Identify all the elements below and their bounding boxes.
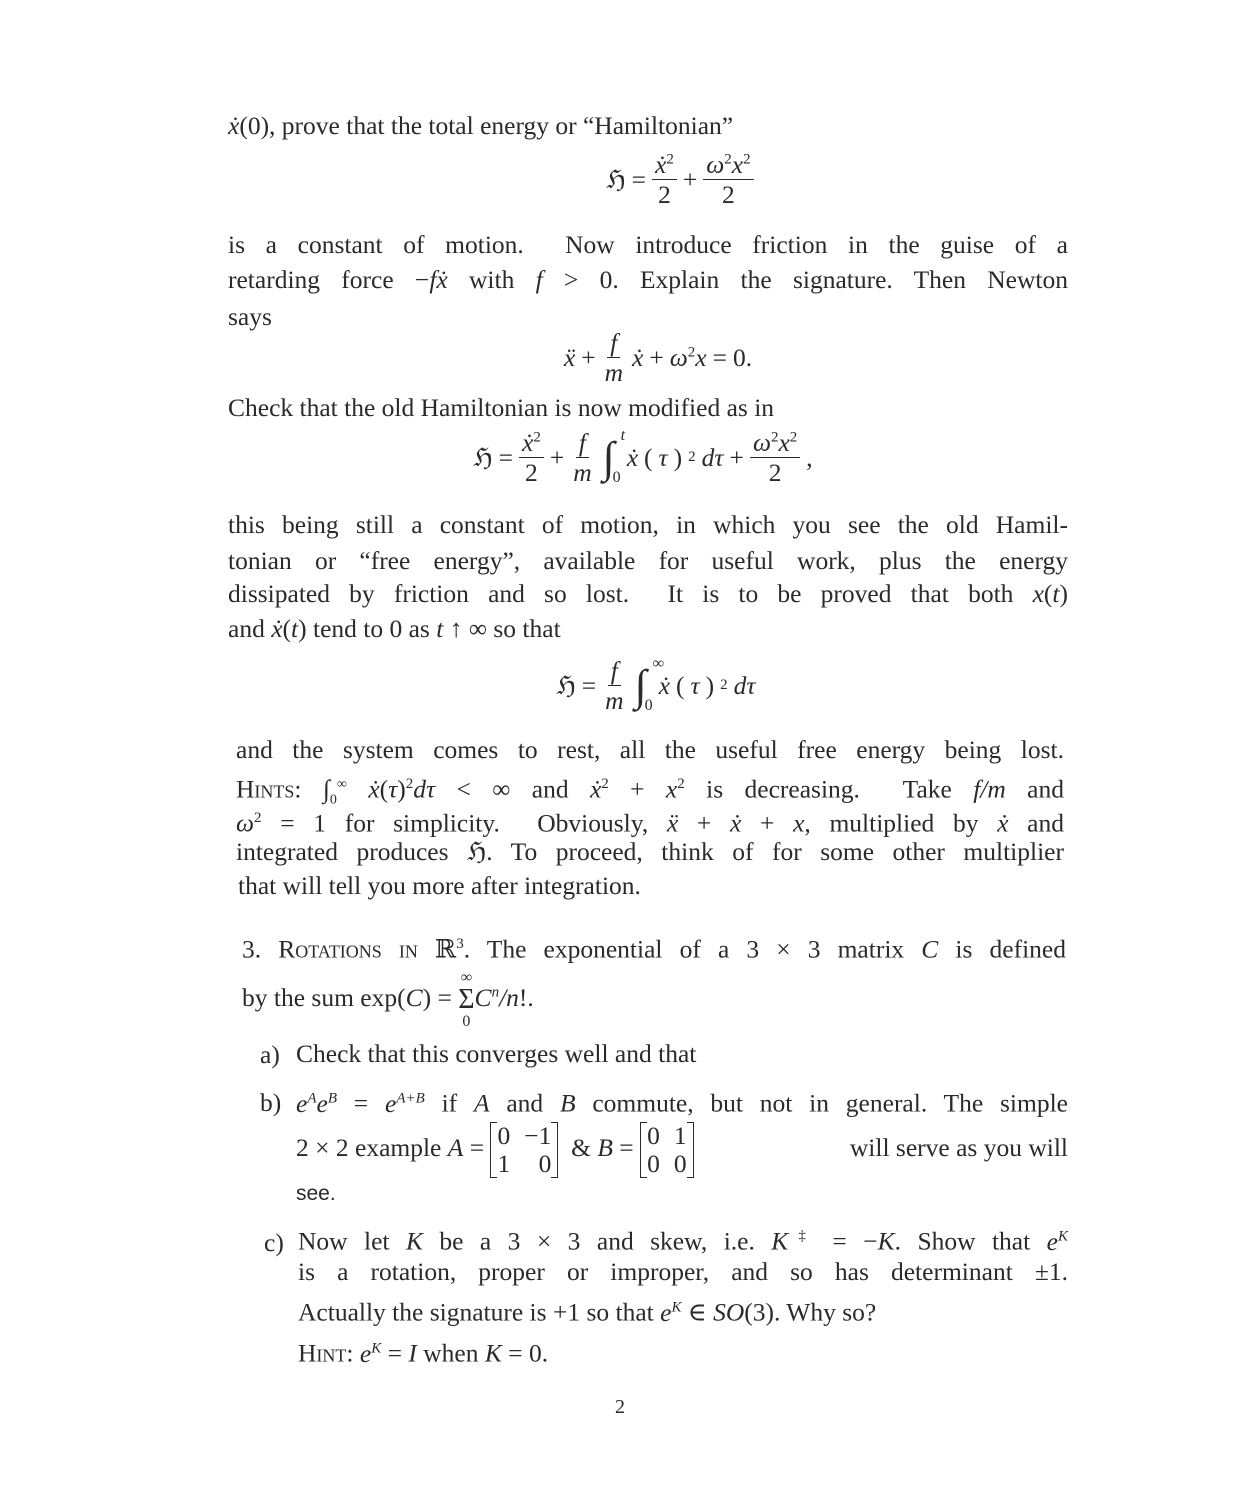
paragraph-line: tonian or “free energy”, available for useful work, plus the energy (228, 546, 1068, 575)
page-number: 2 (615, 1396, 625, 1418)
equation-dissipated-energy: ℌ = $\frac{f}{m}$ ∫ ∞ 0 ẋ ( τ ) 2 dτ (556, 654, 756, 716)
paragraph-line: says (228, 302, 272, 331)
item-label-c: c) (264, 1228, 284, 1257)
item-c-line1: Now let K be a 3 × 3 and skew, i.e. K‡ = −K. Show that $e^K$ (298, 1226, 1068, 1256)
item-b-line1: $e^Ae^B = e^{A+B}$ if A and B commute, but not in general. The simple (296, 1088, 1068, 1118)
equation-modified-hamiltonian: ℌ = $\frac{ẋ^2}{2}$ + $\frac{f}{m}$ ∫ t 0 ẋ ( τ ) 2 dτ + $\frac{\omega^2x^2}{2}$ , (473, 426, 813, 488)
item-a-text: Check that this converges well and that (296, 1039, 697, 1068)
item-b-line3: see. (296, 1182, 336, 1205)
item-label-b: b) (260, 1088, 282, 1117)
paragraph-line: is a constant of motion. Now introduce friction in the guise of a (228, 230, 1068, 259)
paragraph-line: retarding force −fẋ with f > 0. Explain the signature. Then Newton (228, 265, 1068, 294)
paragraph-line: that will tell you more after integration. (238, 871, 641, 900)
paragraph-line: $\omega^2 = 1$ for simplicity. Obviously, ẍ + ẋ + x, multiplied by ẋ and (236, 808, 1065, 838)
paragraph-line: and ẋ(t) tend to 0 as t ↑ ∞ so that (228, 614, 561, 643)
equation-newton-friction: ẍ + $\frac{f}{m}$ ẋ + $\omega^2x$ = 0. (563, 328, 753, 388)
item-label-a: a) (260, 1040, 280, 1069)
item-c-line3: Actually the signature is +1 so that $e^K$ ∈ SO(3). Why so? (298, 1297, 877, 1327)
item-c-line4: Hint: $e^K = I$ when K = 0. (298, 1338, 549, 1368)
section-heading-rotations: 3. Rotations in ℝ$^3$. The exponential of a 3 × 3 matrix C is defined (242, 934, 1066, 964)
paragraph-line: dissipated by friction and so lost. It is to be proved that both x(t) (228, 579, 1068, 608)
paragraph-line: and the system comes to rest, all the useful free energy being lost. (236, 735, 1064, 764)
paragraph-line: ẋ(0), prove that the total energy or “Hamiltonian” (228, 111, 734, 140)
item-b-line2: 2 × 2 example A = 0 −1 1 0 & B = 0 1 0 0 will serve as you will (296, 1121, 1068, 1179)
paragraph-line: this being still a constant of motion, in which you see the old Hamil- (228, 510, 1068, 539)
paragraph-line: integrated produces ℌ. To proceed, think of for some other multiplier (236, 837, 1064, 866)
paragraph-line: Check that the old Hamiltonian is now modified as in (228, 393, 775, 422)
equation-hamiltonian: ℌ = $\frac{ẋ^2}{2}$ + $\frac{\omega^2x^2}{2}$ (228, 150, 1068, 210)
item-c-line2: is a rotation, proper or improper, and so has determinant ±1. (298, 1257, 1068, 1286)
paragraph-line: by the sum exp(C) = ∞ Σ 0 $C^n/n$!. (242, 969, 534, 1030)
paragraph-line: Hints: $\int_0^\infty$ $ẋ(\tau)^2d\tau$ < ∞ and ẋ$^2$ + $x^2$ is decreasing. Take f/m and (236, 774, 1064, 808)
